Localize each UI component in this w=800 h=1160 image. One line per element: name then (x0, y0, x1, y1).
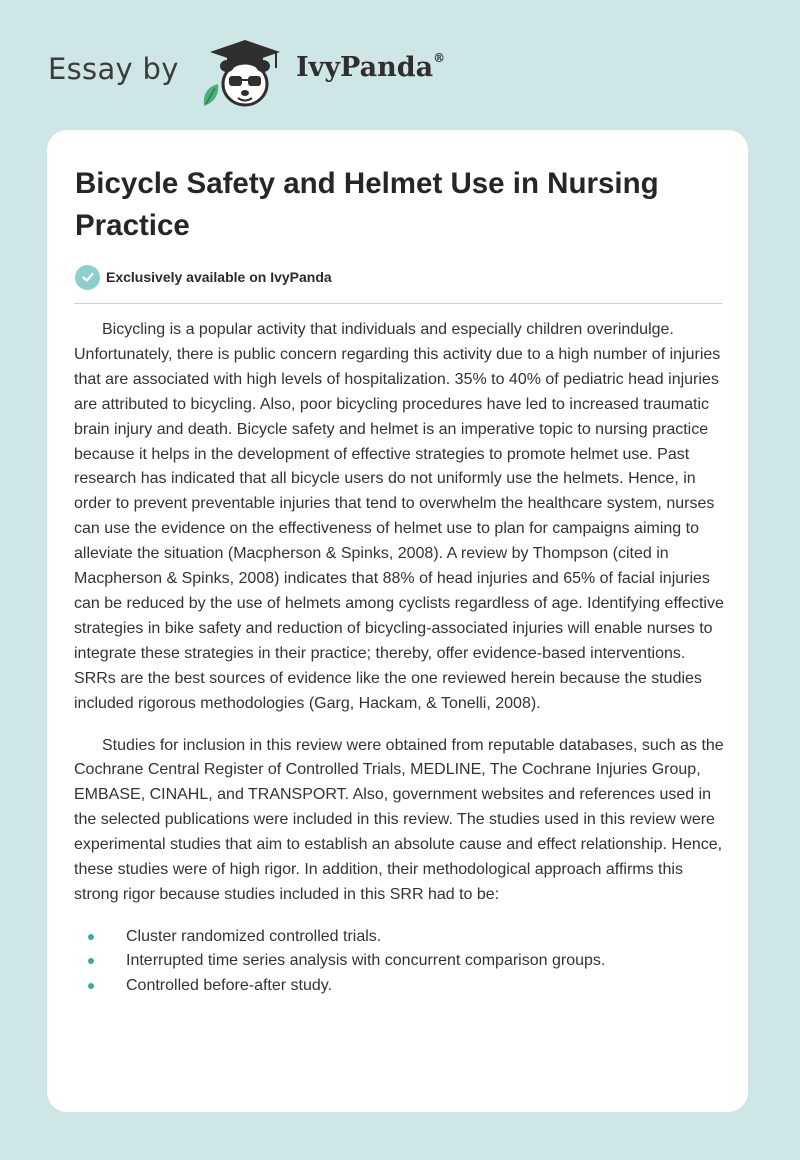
paragraph: Bicycling is a popular activity that individuals and especially children overindulge. Unfortunately, there is public concern regarding this activity due to a high number of injuries that are associated with high levels of hospitalization. 35% to 40% of pediatric head injuries are attributed to bicycling. Also, poor bicycling procedures have led to increased traumatic brain injury and death. Bicycle safety and helmet is an imperative topic to nursing practice because it helps in the development of effective strategies to promote helmet use. Past research has indicated that all bicycle users do not uniformly use the helmets. Hence, in order to prevent preventable injuries that tend to overwhelm the healthcare system, nurses can use the evidence on the effectiveness of helmet use to plan for campaigns aiming to alleviate the situation (Macpherson & Spinks, 2008). A review by Thompson (cited in Macpherson & Spinks, 2008) indicates that 88% of head injuries and 65% of facial injuries can be reduced by the use of helmets among cyclists regardless of age. Identifying effective strategies in bike safety and reduction of bicycling-associated injuries will enable nurses to integrate these strategies in their practice; thereby, offer evidence-based interventions. SRRs are the best sources of evidence like the one reviewed herein because the studies included rigorous methodologies (Garg, Hackam, & Tonelli, 2008). (74, 321, 724, 712)
panda-logo-icon[interactable] (200, 36, 290, 112)
bullet-icon (88, 983, 94, 989)
list-item (74, 974, 726, 999)
list-item (74, 925, 726, 950)
list-item (74, 949, 726, 974)
registered-mark: ® (433, 51, 446, 65)
essay-title: Bicycle Safety and Helmet Use in Nursing Practice (75, 167, 659, 242)
essay-body (74, 318, 726, 998)
brand-text: IvyPanda (296, 52, 434, 83)
study-type-list (74, 925, 726, 999)
bullet-icon (88, 934, 94, 940)
check-icon (75, 265, 100, 290)
list-item-text: Interrupted time series analysis with concurrent comparison groups. (126, 952, 606, 970)
site-header (48, 30, 548, 110)
essay-card (47, 130, 748, 1112)
bullet-icon (88, 958, 94, 964)
paragraph: Studies for inclusion in this review were obtained from reputable databases, such as the Cochrane Central Register of Controlled Trials, MEDLINE, The Cochrane Injuries Group, EMBASE, CINAHL, and TRANSPORT. Also, government websites and references used in the selected publications were included in this review. The studies used in this review were experimental studies that aim to establish an absolute cause and effect relationship. Hence, these studies were of high rigor. In addition, their methodological approach affirms this strong rigor because studies included in this SRR had to be: (74, 736, 724, 903)
exclusive-badge (75, 264, 332, 290)
badge-label: Exclusively available on IvyPanda (106, 269, 332, 285)
list-item-text: Cluster randomized controlled trials. (126, 927, 382, 945)
divider (74, 303, 722, 304)
brand-name[interactable] (296, 52, 445, 83)
list-item-text: Controlled before-after study. (126, 976, 333, 994)
essay-by-label: Essay by (48, 52, 179, 86)
